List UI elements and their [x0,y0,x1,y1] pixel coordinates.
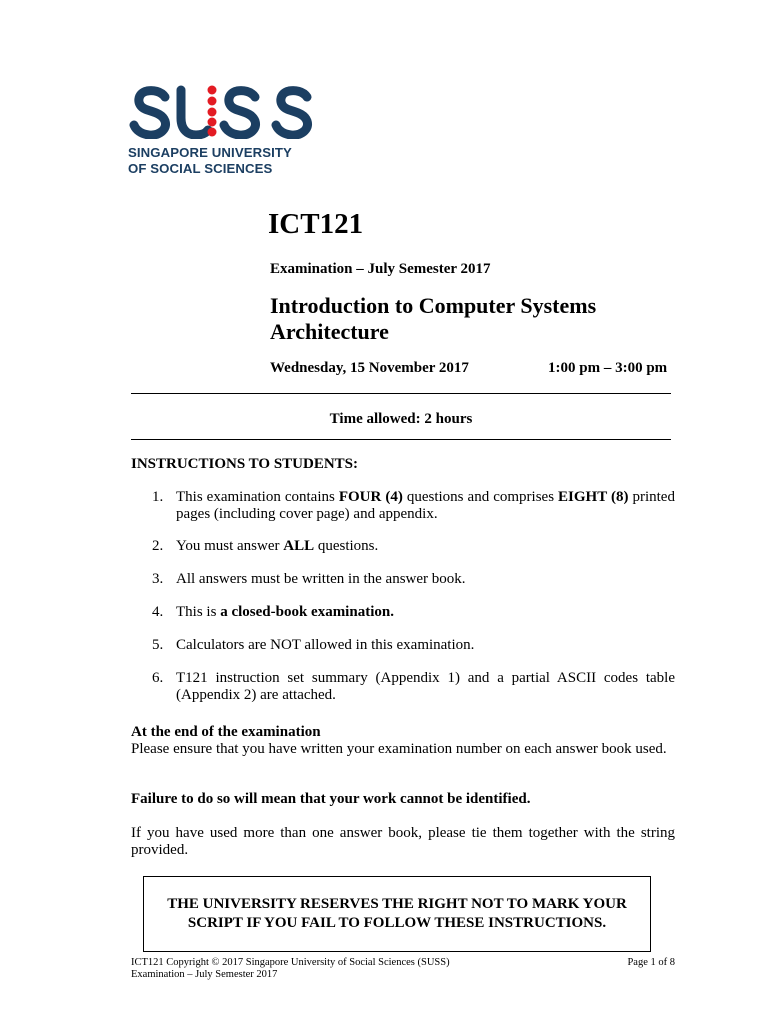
instruction-bold: ALL [283,538,315,554]
university-logo [128,85,328,177]
instruction-text: printed pages (including cover page) and appendix. [176,489,675,522]
instruction-text: Calculators are NOT allowed in this examination. [176,637,475,653]
failure-warning: Failure to do so will mean that your work cannot be identified. [131,791,531,807]
instructions-list [131,489,675,720]
course-title-line-1: Introduction to Computer Systems [270,293,597,318]
answer-book-paragraph: If you have used more than one answer book, please tie them together with the string provided. [131,825,675,858]
logo-line-1: SINGAPORE UNIVERSITY [128,145,292,160]
suss-wordmark-icon [128,85,316,139]
course-code: ICT121 [268,208,364,240]
instruction-text: T121 instruction set summary (Appendix 1) and a partial ASCII codes table (Appendix 2) are attached. [176,670,675,703]
instruction-number: 4. [152,604,164,620]
footer-copyright: ICT121 Copyright © 2017 Singapore University of Social Sciences (SUSS) [131,957,450,968]
instruction-bold: EIGHT (8) [558,489,629,505]
instruction-text: questions and comprises [402,489,559,505]
divider-top [131,393,671,394]
instruction-text: This examination contains [176,489,339,505]
exam-time: 1:00 pm – 3:00 pm [548,360,668,376]
instruction-text: You must answer [176,538,284,554]
instruction-text: All answers must be written in the answer book. [176,571,466,587]
exam-date: Wednesday, 15 November 2017 [270,360,469,376]
instructions-heading: INSTRUCTIONS TO STUDENTS: [131,456,359,472]
warning-text: THE UNIVERSITY RESERVES THE RIGHT NOT TO MARK YOUR SCRIPT IF YOU FAIL TO FOLLOW THESE INSTRUCTIONS. [167,896,627,931]
instruction-number: 1. [152,489,164,505]
instruction-item [131,637,675,654]
instruction-item [131,670,675,704]
instruction-number: 3. [152,571,164,587]
instruction-text: questions. [314,538,379,554]
course-title [270,293,690,345]
instruction-item [131,538,675,555]
instruction-bold: a closed-book examination. [220,604,394,620]
footer [131,957,450,981]
instruction-number: 5. [152,637,164,653]
course-title-line-2: Architecture [270,319,389,344]
exam-semester: Examination – July Semester 2017 [270,261,491,277]
logo-university-name [128,145,328,177]
time-allowed: Time allowed: 2 hours [329,411,473,427]
logo-wordmark [128,85,316,139]
instruction-item [131,604,675,621]
end-of-exam-heading: At the end of the examination [131,724,321,740]
instruction-item [131,489,675,523]
instruction-number: 6. [152,670,164,686]
instruction-bold: FOUR (4) [338,489,403,505]
end-instruction-paragraph: Please ensure that you have written your examination number on each answer book used. [131,741,667,757]
logo-line-2: OF SOCIAL SCIENCES [128,161,273,176]
page-number: Page 1 of 8 [627,957,675,968]
instruction-number: 2. [152,538,164,554]
warning-box [143,876,651,952]
divider-bottom [131,439,671,440]
instruction-item [131,571,675,588]
instruction-text: This is [176,604,221,620]
footer-exam: Examination – July Semester 2017 [131,969,278,980]
